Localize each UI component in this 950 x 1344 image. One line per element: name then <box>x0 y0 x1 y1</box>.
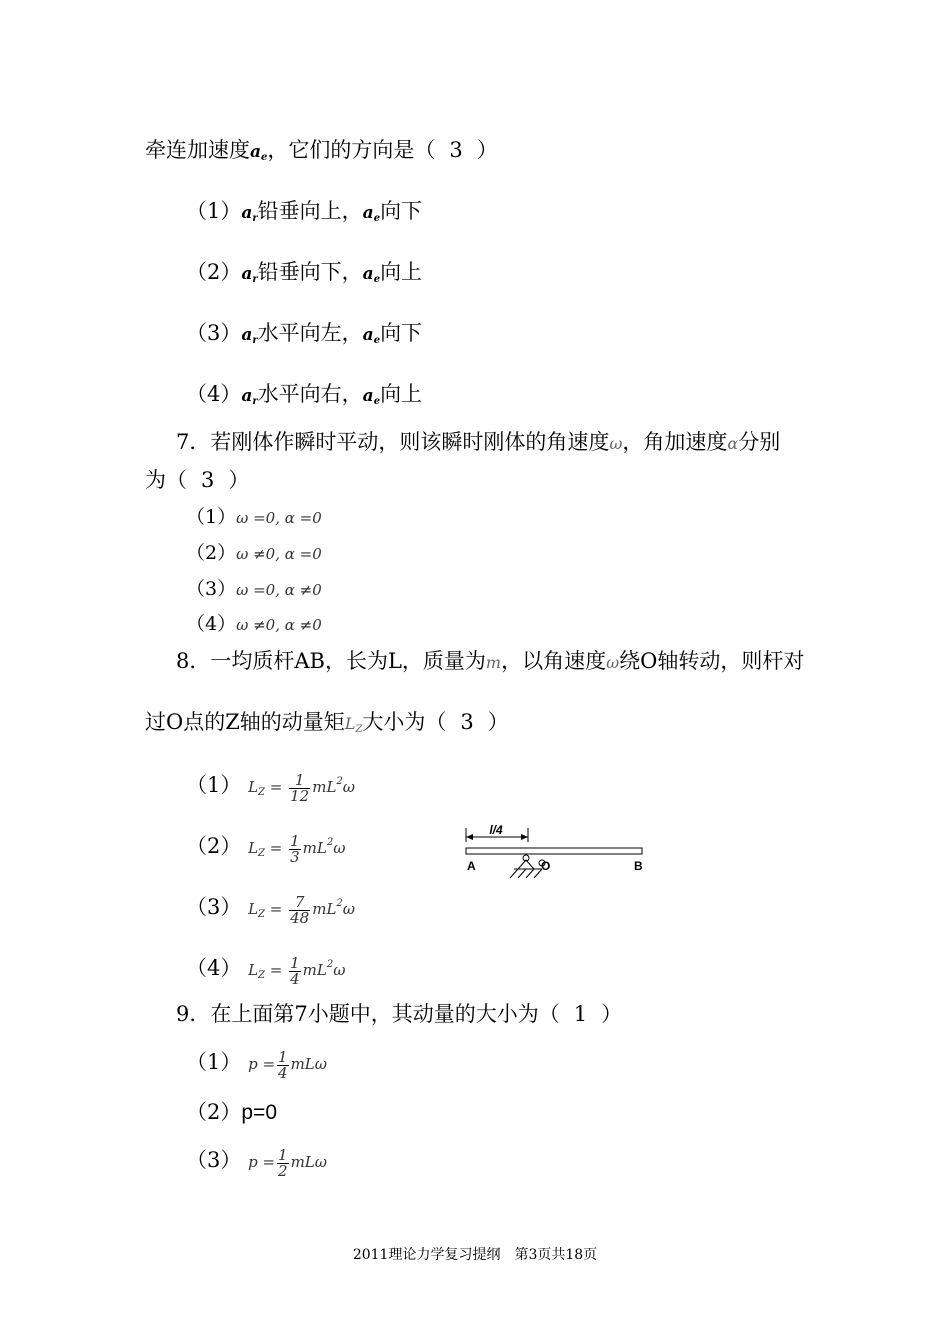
option-text: 向上 <box>380 260 423 284</box>
option-number: （4） <box>186 956 242 980</box>
option-text: 向下 <box>380 199 423 223</box>
q8-stem-line1 <box>176 647 804 677</box>
option-expression: $L_Z$ = $\frac{1}{4}$ $mL^2\omega$ <box>248 953 346 988</box>
q7-text: ，角加速度 <box>622 430 728 454</box>
ground-hatch <box>510 869 518 878</box>
option-symbol: $a_r$ <box>241 386 258 407</box>
option-number: （3） <box>186 895 242 919</box>
rod-ab <box>466 848 642 854</box>
q8-text: 绕O轴转动，则杆对 <box>619 649 805 673</box>
option-number: （2） <box>186 542 237 564</box>
mass-symbol: m <box>485 653 502 672</box>
omega-symbol: ω <box>606 653 620 672</box>
q8-stem-line2 <box>145 708 509 744</box>
ground-hatch <box>526 869 534 878</box>
q7-text: 分别 <box>738 430 781 454</box>
q9-option-3 <box>186 1146 327 1179</box>
option-number: （1） <box>186 1050 242 1074</box>
rod-diagram <box>460 822 660 882</box>
q7-answer: 3 <box>201 468 215 492</box>
option-number: （3） <box>186 578 237 600</box>
q8-option-1 <box>186 768 355 807</box>
alpha-symbol: α <box>727 434 739 453</box>
option-number: （4） <box>186 382 242 406</box>
option-expression: $L_Z$ = $\frac{7}{48}$ $mL^2\omega$ <box>248 892 356 927</box>
option-number: （1） <box>186 773 242 797</box>
lz-symbol: $L_Z$ <box>344 714 363 735</box>
option-expression: $L_Z$ = $\frac{1}{3}$ $mL^2\omega$ <box>248 831 346 866</box>
q7-text: ） <box>228 468 250 492</box>
q7-option-3 <box>186 575 322 604</box>
label-b: B <box>634 859 643 873</box>
option-symbol: $a_r$ <box>241 325 258 346</box>
dimension-label: l/4 <box>489 823 503 837</box>
q8-option-2 <box>186 829 345 868</box>
option-expression: ω =0, α =0 <box>236 509 322 527</box>
option-text: 向下 <box>380 321 423 345</box>
q6-stem-text: 牵连加速度 <box>145 138 250 162</box>
q6-option-2 <box>186 258 422 294</box>
option-expression: p = $\frac{1}{4}$ mLω <box>248 1047 327 1082</box>
q9-text: ） <box>601 1002 623 1026</box>
option-text: 铅垂向下， <box>257 260 363 284</box>
q7-text: 为（ <box>145 468 187 492</box>
ground-hatch <box>518 869 526 878</box>
q7-option-2 <box>186 539 322 568</box>
option-symbol: $a_r$ <box>241 203 258 224</box>
option-expression: ω =0, α ≠0 <box>236 581 322 599</box>
q6-stem-tail: ，它们的方向是（ <box>267 138 436 162</box>
q6-stem <box>145 136 498 172</box>
q9-answer: 1 <box>573 1002 588 1026</box>
q8-option-3 <box>186 890 355 929</box>
option-number: （1） <box>186 506 237 528</box>
dimension-arrow-left <box>466 834 473 840</box>
q8-text: ） <box>487 710 509 734</box>
option-number: （2） <box>186 260 242 284</box>
q7-option-1 <box>186 503 322 532</box>
q8-text: ，以角速度 <box>501 649 607 673</box>
option-symbol: $a_e$ <box>362 325 381 346</box>
q7-stem-line1 <box>176 428 780 458</box>
q9-option-2 <box>186 1098 277 1127</box>
q6-answer: 3 <box>449 138 463 162</box>
option-number: （1） <box>186 199 242 223</box>
option-text: 铅垂向上， <box>257 199 363 223</box>
omega-symbol: ω <box>609 434 623 453</box>
option-number: （3） <box>186 321 242 345</box>
option-text: 水平向左， <box>257 321 363 345</box>
option-expression: p=0 <box>241 1101 277 1124</box>
option-number: （2） <box>186 834 242 858</box>
q7-option-4 <box>186 610 322 639</box>
q7-stem-line2 <box>145 466 249 494</box>
q8-option-4 <box>186 951 345 990</box>
label-o: O <box>541 859 551 873</box>
q6-close: ） <box>476 138 498 162</box>
option-text: 水平向右， <box>257 382 363 406</box>
option-text: 向上 <box>380 382 423 406</box>
q8-text: 大小为（ <box>362 710 447 734</box>
option-number: （3） <box>186 1148 242 1172</box>
q6-option-3 <box>186 319 422 355</box>
q6-option-4 <box>186 380 422 416</box>
q8-text: 8．一均质杆AB，长为L，质量为 <box>176 649 486 673</box>
q9-option-1 <box>186 1048 327 1081</box>
option-symbol: $a_e$ <box>362 203 381 224</box>
q8-text: 过O点的Z轴的动量矩 <box>145 710 345 734</box>
q8-answer: 3 <box>460 710 474 734</box>
option-symbol: $a_e$ <box>362 386 381 407</box>
dimension-arrow-right <box>521 834 528 840</box>
option-expression: ω ≠0, α =0 <box>236 545 322 563</box>
q6-stem-symbol: $a_e$ <box>250 142 268 163</box>
option-symbol: $a_r$ <box>241 264 258 285</box>
q9-stem <box>176 1000 622 1028</box>
q9-text: 9．在上面第7小题中，其动量的大小为（ <box>176 1002 560 1026</box>
page-footer: 2011理论力学复习提纲 第3页共18页 <box>352 1247 598 1263</box>
label-a: A <box>467 859 476 873</box>
option-symbol: $a_e$ <box>362 264 381 285</box>
option-expression: ω ≠0, α ≠0 <box>236 616 322 634</box>
q7-text: 7．若刚体作瞬时平动，则该瞬时刚体的角速度 <box>176 430 610 454</box>
option-expression: $L_Z$ = $\frac{1}{12}$ $mL^2\omega$ <box>248 770 356 805</box>
option-number: （2） <box>186 1100 242 1124</box>
option-expression: p = $\frac{1}{2}$ mLω <box>248 1145 327 1180</box>
option-number: （4） <box>186 613 237 635</box>
q6-option-1 <box>186 197 422 233</box>
